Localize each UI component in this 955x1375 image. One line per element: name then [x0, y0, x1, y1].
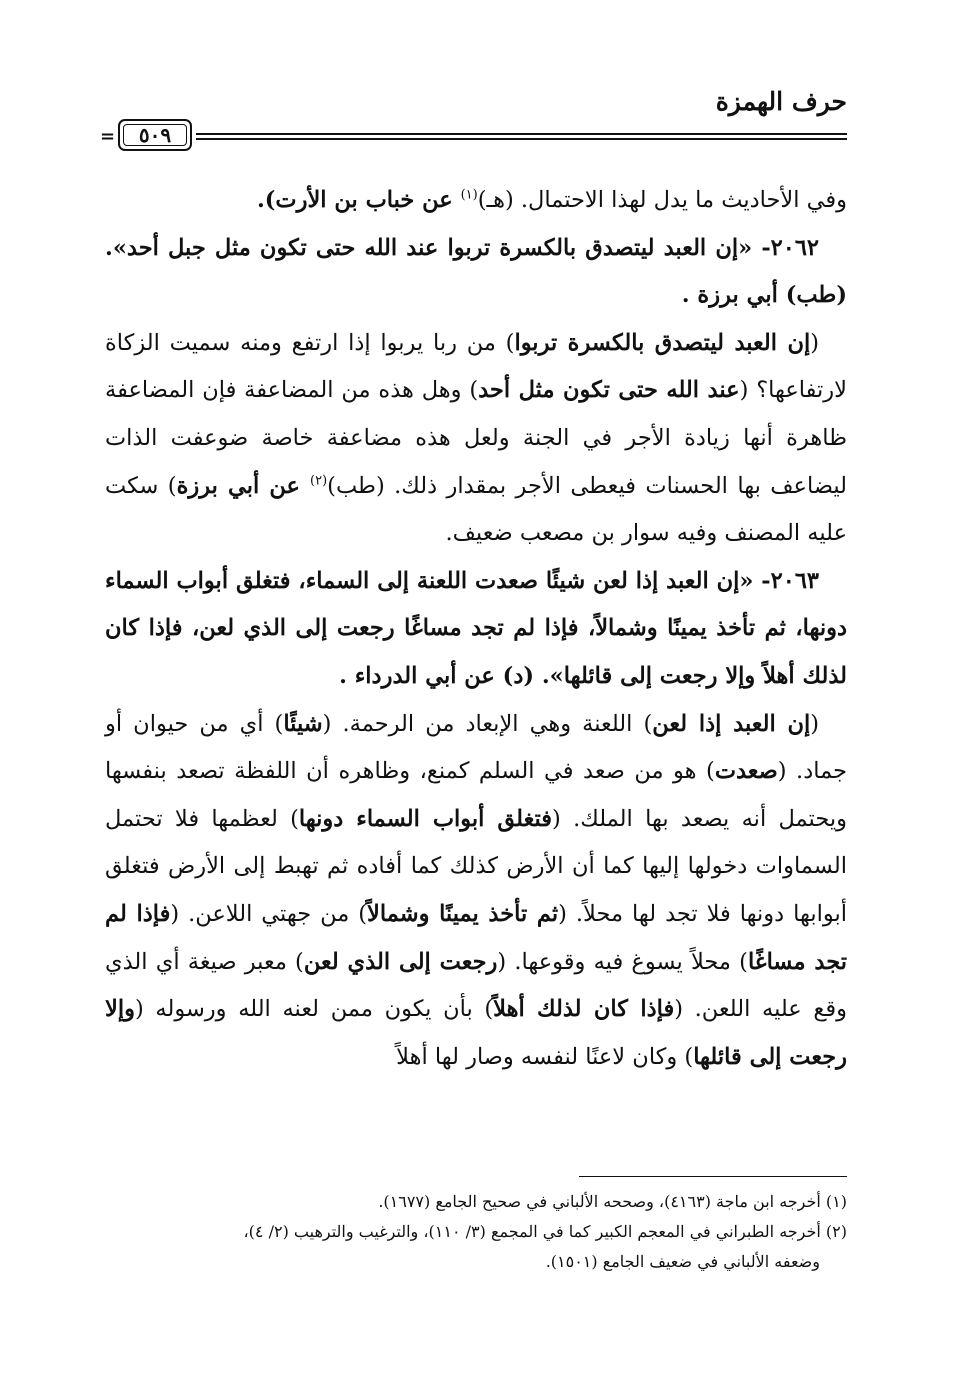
commentary-2063 — [105, 701, 847, 1082]
text-run: ) اللعنة وهي الإبعاد من الرحمة. ( — [322, 710, 653, 737]
hadith-2063 — [105, 558, 847, 701]
quoted-phrase: وإلا رجعت إلى قائلها — [105, 996, 847, 1070]
text-run: ) معبر صيغة أي الذي وقع عليه اللعن. ( — [105, 948, 847, 1023]
quoted-phrase: صعدت — [714, 758, 778, 785]
hadith-number: ٢٠٦٢- — [752, 234, 820, 261]
commentary-2062 — [105, 320, 847, 558]
quoted-phrase: فتغلق أبواب السماء دونها — [298, 805, 553, 832]
hadith-text: «إن العبد ليتصدق بالكسرة تربوا عند الله حتى تكون مثل جبل أحد». (طب) أبي برزة . — [105, 234, 847, 309]
source-attribution: عن أبي برزة — [176, 472, 311, 499]
footnote-ref-1: (١) — [460, 187, 478, 203]
footnote-ref-2: (٢) — [310, 473, 328, 489]
text-run: ) من جهتي اللاعن. ( — [170, 900, 368, 927]
hadith-text: «إن العبد إذا لعن شيئًا صعدت اللعنة إلى السماء، فتغلق أبواب السماء دونها، ثم تأخذ يمينًا وشمالاً، فإذا لم تجد مساغًا رجعت إلى الذي لعن، فإذا كان لذلك أهلاً وإلا رجعت إلى قائلها». (د) عن أبي الدرداء . — [105, 567, 847, 689]
text-run: ) من ربا يربوا إذا ارتفع ومنه سميت الزكاة لارتفاعها؟ ( — [105, 329, 847, 404]
quoted-phrase: إن العبد إذا لعن — [652, 710, 811, 737]
page-number: ٥٠٩ — [138, 123, 172, 147]
footnotes — [105, 1187, 847, 1277]
text-run: ( — [810, 329, 819, 356]
quoted-phrase: فإذا لم تجد مساغًا — [105, 900, 848, 975]
header-end-mark: = — [100, 126, 116, 147]
page-number-frame — [118, 119, 192, 151]
quoted-phrase: عند الله حتى تكون مثل أحد — [478, 377, 740, 404]
footnote-2: (٢) أخرجه الطبراني في المعجم الكبير كما في المجمع (٣/ ١١٠)، والترغيب والترهيب (٢/ ٤)، — [243, 1222, 847, 1241]
text-run: ( — [810, 710, 819, 737]
quoted-phrase: رجعت إلى الذي لعن — [303, 948, 498, 975]
footnote-separator — [579, 1176, 847, 1177]
text-run: ) سكت عليه المصنف وفيه سوار بن مصعب ضعيف. — [105, 472, 847, 547]
header-double-rule — [196, 133, 847, 140]
quoted-phrase: فإذا كان لذلك أهلاً — [493, 996, 675, 1023]
hadith-2062 — [105, 225, 847, 320]
source-attribution: عن خباب بن الأرت). — [256, 187, 461, 213]
text-run: ) محلاً يسوغ فيه وقوعها. ( — [497, 948, 748, 975]
paragraph-continuation — [105, 177, 847, 225]
text-run: ) هو من صعد في السلم كمنع، وظاهره أن اللفظة تصعد بنفسها ويحتمل أنه يصعد بها الملك. ( — [105, 758, 847, 832]
text-run: ) أي من حيوان أو جماد. ( — [105, 710, 847, 785]
text-run: ) وهل هذه من المضاعفة فإن المضاعفة ظاهرة أنها زيادة الأجر في الجنة ولعل هذه مضاعفة خاصة ضوعفت الذات ليضاعف بها الحسنات فيعطى الأجر بمقدار ذلك. (طب) — [105, 377, 847, 499]
footnote-2-continued: وضعفه الألباني في ضعيف الجامع (١٥٠١). — [545, 1252, 820, 1271]
quoted-phrase: ثم تأخذ يمينًا وشمالاً — [367, 900, 559, 927]
text-run: ) لعظمها فلا تحتمل السماوات دخولها إليها كما أن الأرض كذلك كما أفاده ثم تهبط إلى الأرض فتغلق أبوابها دونها فلا تجد لها محلاً. ( — [105, 805, 847, 927]
footnote-1: (١) أخرجه ابن ماجة (٤١٦٣)، وصححه الألباني في صحيح الجامع (١٦٧٧). — [378, 1192, 847, 1211]
quoted-phrase: إن العبد ليتصدق بالكسرة تربوا — [514, 329, 811, 356]
text-run: ) وكان لاعنًا لنفسه وصار لها أهلاً — [396, 1043, 694, 1070]
text-run: وفي الأحاديث ما يدل لهذا الاحتمال. (هـ) — [477, 187, 847, 213]
quoted-phrase: شيئًا — [283, 710, 323, 737]
hadith-number: ٢٠٦٣- — [753, 567, 819, 594]
running-title: حرف الهمزة — [715, 87, 847, 116]
text-run: ) بأن يكون ممن لعنه الله ورسوله ( — [134, 996, 494, 1023]
main-text — [105, 177, 847, 1081]
